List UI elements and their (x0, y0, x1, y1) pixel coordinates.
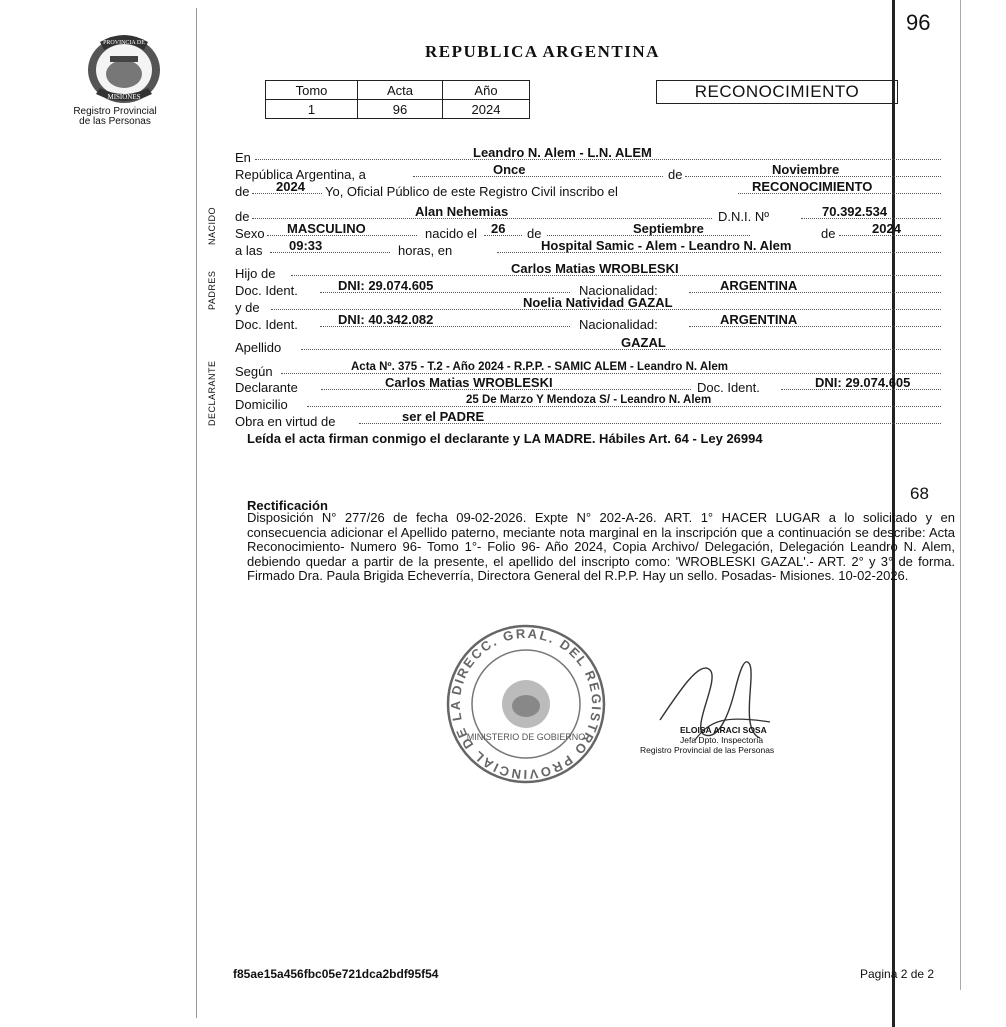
form-line-hora (235, 238, 941, 258)
value-inscribo: RECONOCIMIENTO (752, 179, 873, 194)
value-dia: Once (493, 162, 526, 177)
signer-name: ELOISA ARACI SOSA (680, 725, 767, 735)
label-nac1: Nacionalidad: (579, 283, 658, 298)
rectificacion-body: Disposición N° 277/26 de fecha 09-02-2026. Expte N° 202-A-26. ART. 1° HACER LUGAR a lo solicitado y en consecuencia adicionar el Apellido paterno, meciante nota marginal en la inscripción que a continuación se describe: Acta Reconocimiento- Numero 96- Tomo 1°- Folio 96- Año 2024, Copia Archivo/ Delegación, Delegación Leandro N. Alem, debiendo quedar a partir de la presente, el apellido del inscripto como: 'WROBLESKI GAZAL'.- ART. 2° y 3° de forma. Firmado Dra. Paula Brigida Echeverría, Directora General del R.P.P. Hay un sello. Posadas- Misiones. 10-02-2026. (247, 510, 955, 584)
label-inscribo: Yo, Oficial Público de este Registro Civil inscribo el (325, 184, 618, 199)
label-de2: de (235, 184, 250, 199)
value-madre: Noelia Natividad GAZAL (523, 295, 673, 310)
label-de3: de (235, 209, 250, 224)
value-segun: Acta Nº. 375 - T.2 - Año 2024 - R.P.P. - SAMIC ALEM - Leandro N. Alem (351, 361, 728, 373)
value-nac1: ARGENTINA (720, 278, 798, 293)
label-doc3: Doc. Ident. (697, 380, 760, 395)
signer-role: Jefa Dpto. Inspectoría (680, 735, 764, 745)
rectificacion-title: Rectificación (247, 498, 328, 513)
province-logo (64, 30, 184, 111)
value-nac-anio: 2024 (872, 221, 901, 236)
value-hora: 09:33 (289, 238, 323, 253)
label-doc2: Doc. Ident. (235, 317, 298, 332)
value-nac-dia: 26 (491, 221, 506, 236)
value-en: Leandro N. Alem - L.N. ALEM (473, 145, 652, 160)
table-value-tomo: 1 (266, 100, 358, 119)
value-obra: ser el PADRE (402, 409, 485, 424)
registry-table (265, 80, 530, 119)
form-line-obra (235, 409, 941, 429)
table-header-tomo: Tomo (266, 81, 358, 100)
signer-org: Registro Provincial de las Personas (640, 745, 775, 755)
label-nac-de: de (527, 226, 542, 241)
table-value-acta: 96 (358, 100, 443, 119)
label-alas: a las (235, 243, 263, 258)
value-sexo: MASCULINO (287, 221, 366, 236)
value-doc3: DNI: 29.074.605 (815, 375, 911, 390)
label-nacido: nacido el (425, 226, 478, 241)
side-label-declarante: DECLARANTE (207, 360, 217, 426)
form-line-apellido (235, 335, 941, 355)
svg-text:PROVINCIA DE: PROVINCIA DE (103, 40, 145, 46)
value-domicilio: 25 De Marzo Y Mendoza S/ - Leandro N. Alem (466, 394, 712, 406)
label-segun: Según (235, 364, 273, 379)
form-line-doc-madre (235, 312, 941, 332)
svg-text:DIRECC. GRAL. DEL REGISTRO PRO: DIRECC. GRAL. DEL REGISTRO PROVINCIAL DE LA (447, 625, 605, 783)
label-nac2: Nacionalidad: (579, 317, 658, 332)
label-horas: horas, en (398, 243, 453, 258)
label-obra: Obra en virtud de (235, 414, 336, 429)
form-line-inscribo (235, 179, 941, 199)
value-doc2: DNI: 40.342.082 (338, 312, 434, 327)
left-margin-rule (196, 8, 197, 1018)
document-title: REPUBLICA ARGENTINA (425, 42, 660, 61)
value-doc1: DNI: 29.074.605 (338, 278, 434, 293)
official-seal (436, 622, 616, 792)
label-dni: D.N.I. Nº (718, 209, 769, 224)
value-declarante: Carlos Matias WROBLESKI (385, 375, 553, 390)
right-edge-rule (960, 0, 961, 990)
value-nac-mes: Septiembre (633, 221, 704, 236)
value-nombre: Alan Nehemias (415, 204, 509, 219)
table-value-anio: 2024 (443, 100, 530, 119)
side-label-nacido: NACIDO (207, 206, 217, 245)
value-lugar: Hospital Samic - Alem - Leandro N. Alem (541, 238, 792, 253)
label-apellido: Apellido (235, 340, 282, 355)
value-anio: 2024 (276, 179, 305, 194)
label-republica: República Argentina, a (235, 167, 366, 182)
side-label-padres: PADRES (207, 270, 217, 310)
label-doc1: Doc. Ident. (235, 283, 298, 298)
svg-text:MISIONES: MISIONES (107, 93, 141, 101)
page-number: 96 (906, 10, 931, 35)
value-mes: Noviembre (772, 162, 840, 177)
closing-statement: Leída el acta firman conmigo el declarante y LA MADRE. Hábiles Art. 64 - Ley 26994 (247, 431, 763, 446)
label-de: de (668, 167, 683, 182)
label-nac-de2: de (821, 226, 836, 241)
value-apellido: GAZAL (621, 335, 666, 350)
rectificacion-number: 68 (910, 484, 929, 503)
label-en: En (235, 150, 251, 165)
document-type-box: RECONOCIMIENTO (656, 80, 898, 104)
label-domicilio: Domicilio (235, 397, 288, 412)
form-line-domicilio (235, 394, 941, 412)
label-hijo: Hijo de (235, 266, 276, 281)
page-indicator: Pagina 2 de 2 (860, 967, 935, 981)
signature-block (640, 725, 774, 755)
logo-caption: Registro Provincial de las Personas (73, 106, 157, 127)
label-declarante: Declarante (235, 380, 298, 395)
label-yde: y de (235, 300, 260, 315)
svg-text:MINISTERIO DE GOBIERNO: MINISTERIO DE GOBIERNO (466, 732, 586, 742)
value-nac2: ARGENTINA (720, 312, 798, 327)
value-padre: Carlos Matias WROBLESKI (511, 261, 679, 276)
table-header-acta: Acta (358, 81, 443, 100)
table-header-anio: Año (443, 81, 530, 100)
document-hash: f85ae15a456fbc05e721dca2bdf95f54 (233, 967, 439, 981)
value-dni: 70.392.534 (822, 204, 888, 219)
label-sexo: Sexo (235, 226, 265, 241)
